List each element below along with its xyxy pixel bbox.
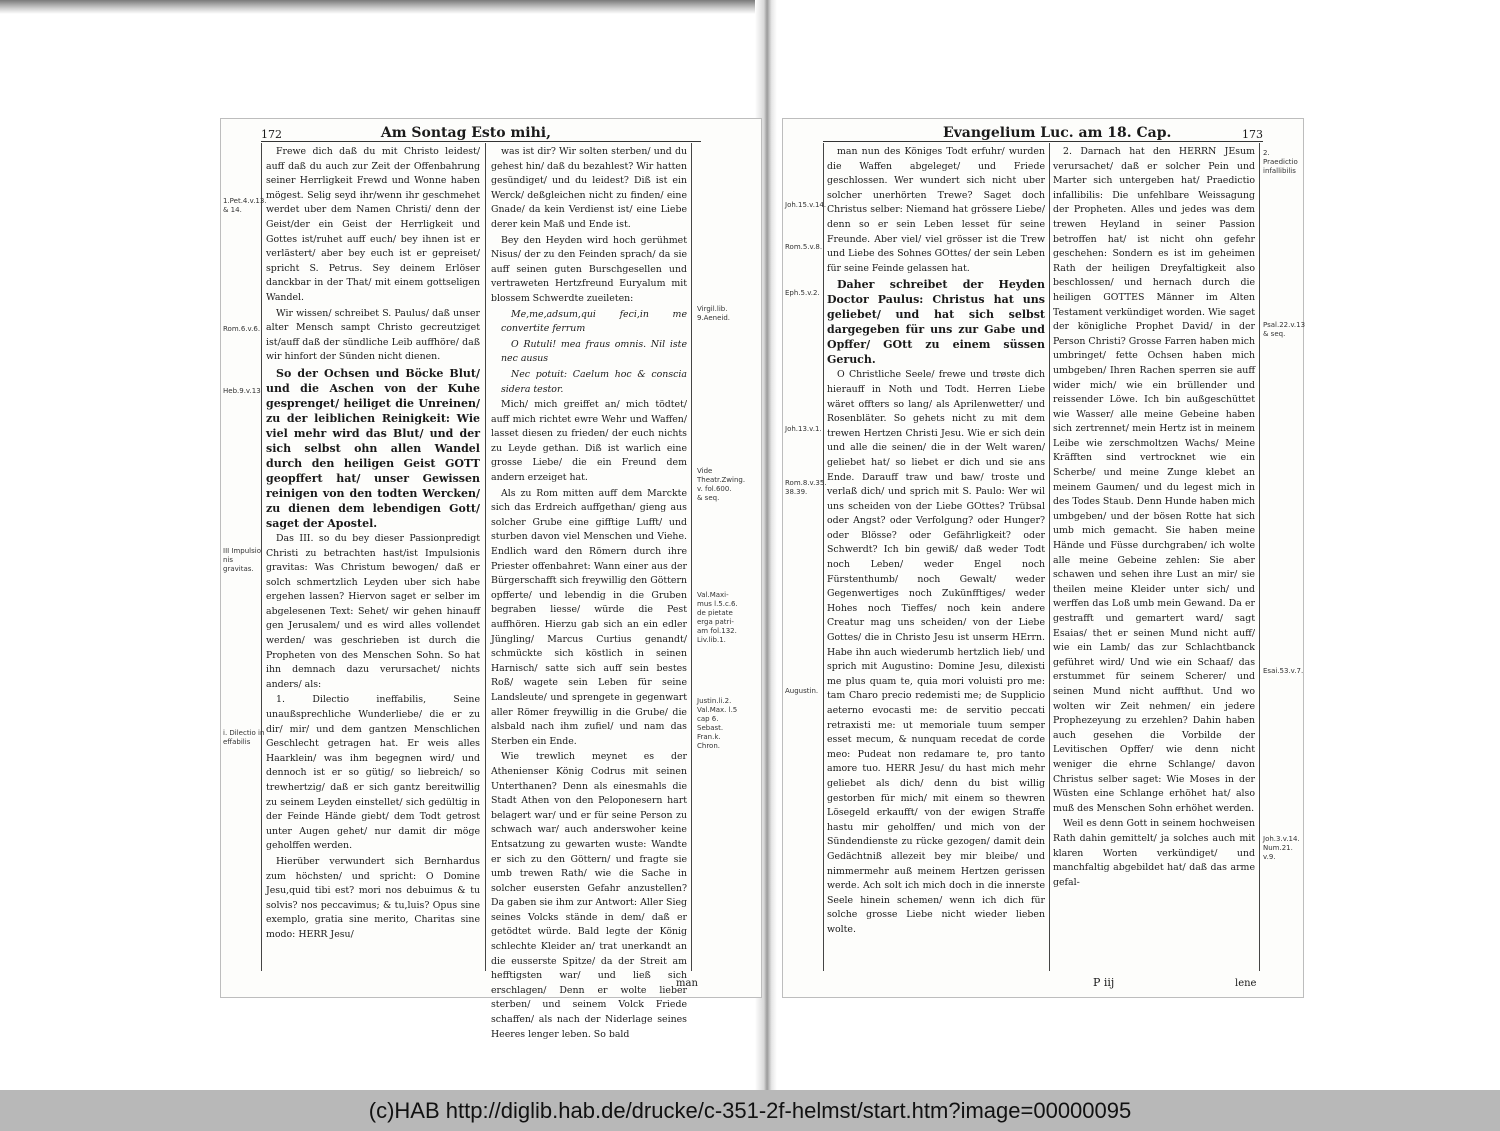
paragraph: Frewe dich daß du mit Christo leidest/ auff daß du auch zur Zeit der Offenbahrung seiner Herrligkeit Frewd und Wonne haben mögest. Selig seyd ihr/wenn ihr geschmehet werdet uber dem Namen Christi/ denn der Geist/der ein Geist der Herrligkeit und Gottes ist/ruhet auff euch/ bey ihnen ist er verlästert/ aber bey euch ist er gepreiset/ spricht S. Petrus. Sey deinem Erlöser danckbar in der That/ mit einem gottseligen Wandel. <box>266 146 480 303</box>
paragraph: Daher schreibet der Heyden Doctor Paulus: Christus hat uns geliebet/ und hat sich selbst dargegeben für uns zur Gabe und Opffer/ GOtt zu einem süssen Geruch. <box>827 278 1045 367</box>
margin-note: Joh.15.v.14. <box>785 201 827 209</box>
left-page-header <box>261 123 701 142</box>
left-column-divider <box>485 143 486 971</box>
catchword: man <box>676 978 698 989</box>
margin-note: Virgil.lib. 9.Aeneid. <box>697 305 731 322</box>
paragraph: O Christliche Seele/ frewe und trøste dich hierauff in Noth und Todt. Herren Liebe wäret offters so lang/ als Aprilenwetter/ und Rosenbläter. So gehets nicht zu mit dem trewen Hertzen Christi Jesu. Wie er sich dein und alle die seinen/ die in der Welt waren/ geliebet hat/ so liebet er dich und sie ans Ende. Darauff traw und baw/ troste und verlaß dich/ und sprich mit S. Paulo: Wer wil uns scheiden von der Liebe GOttes? Trübsal oder Angst? oder Verfolgung? oder Hunger? oder Blösse? oder Gefährligkeit? oder Schwerdt? Ich bin gewiß/ daß weder Todt noch Leben/ weder Engel noch Fürstenthumb/ noch Gewalt/ weder Gegenwertiges noch Zukünfftiges/ weder Hohes noch Tieffes/ noch kein andere Creatur mag uns scheiden/ von der Liebe Gottes/ die in Christo Jesu ist unserm HErrn. Habe ihn auch wiederumb hertzlich lieb/ und sprich mit Augustino: Domine Jesu, dilexisti me plus quam te, quia mori voluisti pro me: tam Charo precio redemisti me; de Supplicio aeterno evocasti me: de servitio peccati retraxisti me: ut memoriale tuum semper esset mecum, & nunquam recedat de corde meo: Pudeat non redamare te, pro tanto amore tuo. HERR Jesu/ du hast mich mehr geliebet als dich/ denn du bist willig gestorben für mich/ mit einem so thewren Lösegeld erkaufft/ von der ewigen Straffe hastu mir geholffen/ und mich von der Sündendienste zu rücke gezogen/ damit dein Gedächtniß allezeit bey mir bleibe/ und nimmermehr auß meinem Hertzen gerissen werde. Ach solt ich mich doch in die innerste Seele hinein schemen/ wenn ich dich für solche grosse Liebe nicht wieder lieben wolte. <box>827 369 1045 935</box>
margin-note: Joh.3.v.14. Num.21. v.9. <box>1263 835 1300 861</box>
paragraph: Bey den Heyden wird hoch gerühmet Nisus/ der zu den Feinden sprach/ da sie auff seinen guten Burschgesellen und vertraweten Hertzfreund Euryalum mit blossem Schwerdte zueileten: <box>491 234 687 304</box>
latin-verse: O Rutuli! mea fraus omnis. Nil iste nec ausus <box>501 338 687 365</box>
right-column-1 <box>827 145 1045 967</box>
paragraph: So der Ochsen und Böcke Blut/ und die Aschen von der Kuhe gesprenget/ heiliget die Unreinen/ zu der leiblichen Reinigkeit: Wie viel mehr wird das Blut/ und der sich selbst ohn allen Wandel durch den heiligen Geist GOTT geopffert hat/ unser Gewissen reinigen von den todten Wercken/ zu dienen dem lebendigen Gott/ saget der Apostel. <box>266 366 480 530</box>
paragraph: Als zu Rom mitten auff dem Marckte sich das Erdreich auffgethan/ gieng aus solcher Grube eine gifftige Lufft/ und sturben davon viel Menschen und Viehe. Endlich ward den Römern durch ihre Priester offenbahret: Wann einer aus der Bürgerschafft sich freywillig den Göttern opfferte/ und lebendig in die Gruben begraben liesse/ würde die Pest auffhören. Hierzu gab sich an ein edler Jüngling/ Marcus Curtius genandt/ schmückte sich köstlich in seinen Harnisch/ satte sich auff sein bestes Roß/ wagete sein Leben für seine Landsleute/ und sprengete in gegenwart aller Römer freywillig in die Grube/ die alsbald nach ihm zufiel/ und nam das Sterben ein Ende. <box>491 487 687 747</box>
margin-note: III Impulsio nis gravitas. <box>223 547 262 573</box>
right-page-header-title: Evangelium Luc. am 18. Cap. <box>943 125 1172 141</box>
left-page-header-title: Am Sontag Esto mihi, <box>380 125 551 141</box>
paragraph: was ist dir? Wir solten sterben/ und du gehest hin/ daß du bezahlest? Wir hatten gesündiget/ und du leidest? Diß ist ein Werck/ deßgleichen nicht zu finden/ eine Gnade/ da kein Verdienst ist/ eine Liebe derer kein Maß und Ende ist. <box>491 146 687 230</box>
margin-note: Rom.8.v.35. 38.39. <box>785 479 827 496</box>
paragraph: Mich/ mich greiffet an/ mich tödtet/ auff mich richtet ewre Wehr und Waffen/ lasset diesen zu frieden/ der euch nichts zu Leyde gethan. Diß ist warlich eine grosse Liebe/ die ein Freund dem andern erzeiget hat. <box>491 399 687 484</box>
left-column-1 <box>266 145 480 967</box>
left-page-number: 172 <box>261 128 282 141</box>
left-page <box>220 118 762 1040</box>
right-column-divider <box>1049 143 1050 971</box>
right-column-2 <box>1053 145 1255 967</box>
margin-note: i. Dilectio in effabilis <box>223 729 265 746</box>
right-page <box>782 118 1304 998</box>
margin-note: Val.Maxi-mus l.5.c.6. de pietate erga patri-am fol.132. Liv.lib.1. <box>697 591 738 644</box>
margin-note: Justin.li.2. Val.Max. l.5 cap 6. Sebast. Fran.k. Chron. <box>697 697 738 750</box>
paragraph: 1. Dilectio ineffabilis, Seine unaußsprechliche Wunderliebe/ die er zu dir/ mir/ und dem gantzen Menschlichen Geschlecht getragen hat. Er weis alles Haarklein/ was ihm begegnen wird/ und dennoch ist er so gütig/ so liebreich/ so trewhertzig/ daß er sich gantz bereitwillig zu seinem Leyden einstellet/ sich gedültig in der Feinde Hände giebt/ dem Todt getrost unter Augen gehet/ nur damit dir möge geholffen werden. <box>266 694 480 852</box>
latin-verse: Nec potuit: Caelum hoc & conscia sidera testor. <box>501 368 687 395</box>
margin-note: 1.Pet.4.v.13. & 14. <box>223 197 267 214</box>
right-page-header <box>823 123 1263 142</box>
scan-shadow <box>0 0 760 14</box>
margin-note: Heb.9.v.13 <box>223 387 261 395</box>
paragraph: Hierüber verwundert sich Bernhardus zum höchsten/ und spricht: O Domine Jesu,quid tibi est? mori nos debuimus & tu solvis? nos peccavimus; & tu,luis? Opus sine exemplo, gratia sine merito, Charitas sine modo: HERR Jesu/ <box>266 855 480 940</box>
signature-mark: P iij <box>1093 976 1115 989</box>
margin-note: Vide Theatr.Zwing. v. fol.600. & seq. <box>697 467 746 502</box>
paragraph: Das III. so du bey dieser Passionpredigt Christi zu betrachten hast/ist Impulsionis gravitas: Was Christum bewogen/ daß er solch schmertzlich Leyden uber sich habe ergehen lassen? Hiervon saget er selber im abgelesenen Text: Sehet/ wir gehen hinauff gen Jerusalem/ und es wird alles vollendet werden/ was geschrieben ist durch die Propheten von des Menschen Sohn. So hat ihn demnach dazu verursachet/ nichts anders/ als: <box>266 532 480 690</box>
copyright-footer: (c)HAB http://diglib.hab.de/drucke/c-351-2f-helmst/start.htm?image=00000095 <box>0 1090 1500 1131</box>
margin-note: Joh.13.v.1. <box>785 425 822 433</box>
paragraph: Wir wissen/ schreibet S. Paulus/ daß unser alter Mensch sampt Christo gecreutziget ist/auff daß der sündliche Leib auffhöre/ daß wir hinfort der Sünden nicht dienen. <box>266 307 480 363</box>
margin-note: Rom.5.v.8. <box>785 243 823 251</box>
margin-note: 2. Praedictio infallibilis <box>1263 149 1298 175</box>
margin-note: Psal.22.v.13 & seq. <box>1263 321 1306 338</box>
paragraph: 2. Darnach hat den HERRN JEsum verursachet/ daß er solcher Pein und Marter sich untergeben hat/ Praedictio infallibilis: Die unfehlbare Weissagung der Propheten. Alles und jedes was dem trewen Heyland in seiner Passion betroffen hat/ ist nicht ohn gefehr geschehen: Sondern es ist im geheimen Rath der heiligen Dreyfaltigkeit also beschlossen/ und hernach durch die heiligen GOTTES Männer im Alten Testament verkündiget worden. Wie saget der königliche Prophet David/ in der Person Christi? Grosse Farren haben mich umbringet/ fette Ochsen haben mich umbgeben/ Ihren Rachen sperren sie auff wider mich/ wie ein brüllender und reissender Löwe. Ich bin außgeschüttet wie Wasser/ alle meine Gebeine haben sich zertrennet/ mein Hertz ist in meinem Leibe wie zerschmoltzen Wachs/ Meine Kräfften sind vertrocknet wie ein Scherbe/ und meine Zunge klebet an meinem Gaumen/ und du legest mich in des Todes Staub. Denn Hunde haben mich umbgeben/ und der bösen Rotte hat sich umb mich gemacht. Sie haben meine Hände und Füsse durchgraben/ ich wolte alle meine Gebeine zehlen: Sie aber schawen und sehen ihre Lust an mir/ sie theilen meine Kleider unter sich/ und werffen das Loß umb mein Gewand. Da er gestrafft und gemartert ward/ sagt Esaias/ thet er seinen Mund nicht auff/ wie ein Lamb/ das zur Schlachtbanck geführet wird/ Und wie ein Schaaf/ das erstummet für seinem Scherer/ und seinen Mund nicht auffthut. Und wo wolten wir Zeit nehmen/ ein jedere Prophezeyung zu erzehlen? Dahin haben auch gesehen die Vorbilde der Levitischen Opffer/ wie denn nicht weniger die ehrne Schlange/ davon Christus selber saget: Wie Moses in der Wüsten eine Schlange erhöhet hat/ also muß des Menschen Sohn erhöhet werden. <box>1053 146 1255 814</box>
right-page-number: 173 <box>1242 128 1263 141</box>
margin-note: Augustin. <box>785 687 819 695</box>
left-outer-rule <box>691 143 692 971</box>
catchword: lene <box>1235 978 1257 989</box>
paragraph: Wie trewlich meynet es der Athenienser König Codrus mit seinen Unterthanen? Denn als einesmahls die Stadt Athen von den Peloponesern hart belagert war/ und er für seine Person zu schwach war/ auch anderswoher keine Entsatzung zu gewarten wuste: Wandte er sich zu den Göttern/ und fragte sie umb trewen Rath/ wie die Sache in solcher eusersten Gefahr anzustellen? Da gaben sie ihm zur Antwort: Aller Sieg seines Volcks stände in dem/ daß er getödtet würde. Bald legte der König schlechte Kleider an/ trat unerkandt an die eusserste Spitze/ da der Streit am hefftigsten war/ und ließ sich erschlagen/ Denn er wolte lieber sterben/ und seinem Volck Friede schaffen/ als nach der Niderlage seines Heeres lenger leben. So bald <box>491 751 687 1040</box>
margin-note: Rom.6.v.6. <box>223 325 261 333</box>
left-column-2 <box>491 145 687 1040</box>
margin-note: Esai.53.v.7. <box>1263 667 1304 675</box>
paragraph: man nun des Königes Todt erfuhr/ wurden die Waffen abgeleget/ und Friede geschlossen. Wer wundert sich nicht uber solcher unerhörten Trewe? Saget doch Christus selber: Niemand hat grössere Liebe/ denn so er sein Leben lesset für seine Freunde. Aber viel/ viel grösser ist die Trew und Liebe des Sohnes GOttes/ der sein Leben für seine Feinde gelassen hat. <box>827 146 1045 274</box>
right-outer-rule <box>1259 143 1260 971</box>
latin-verse: Me,me,adsum,qui feci,in me convertite ferrum <box>501 308 687 335</box>
right-inner-rule <box>823 143 824 971</box>
margin-note: Eph.5.v.2. <box>785 289 820 297</box>
paragraph: Weil es denn Gott in seinem hochweisen Rath dahin gemittelt/ ja solches auch mit klaren Worten verkündiget/ und manchfaltig abgebildet hat/ daß das arme gefal- <box>1053 818 1255 888</box>
